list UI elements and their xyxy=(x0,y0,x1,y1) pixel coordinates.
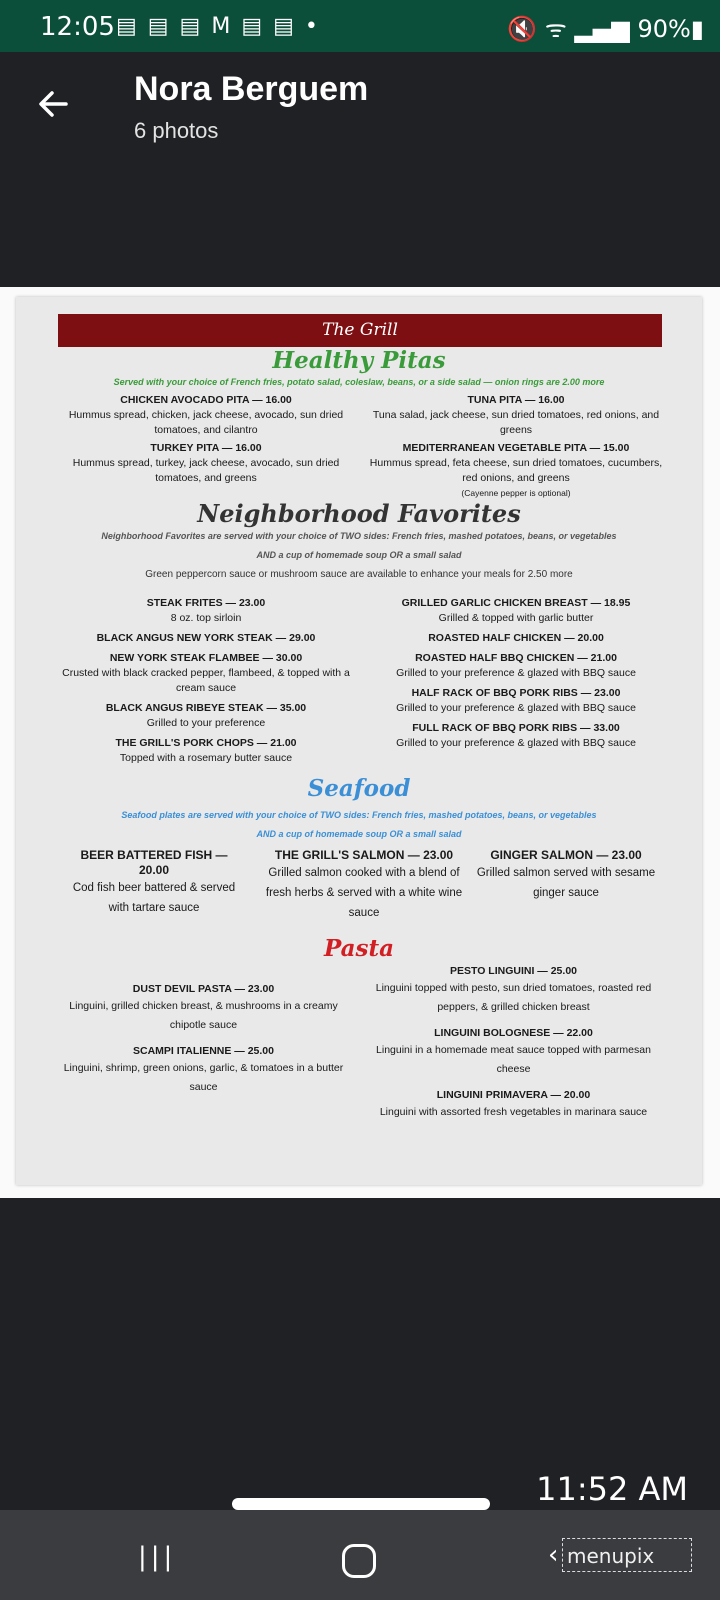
status-time: 12:05 xyxy=(40,12,115,42)
menu-item: TURKEY PITA — 16.00 Hummus spread, turkey, jack cheese, avocado, sun dried tomatoes, and greens xyxy=(72,442,340,484)
app-bar xyxy=(0,52,720,158)
photo-timestamp: 11:52 AM xyxy=(536,1470,688,1508)
status-bar xyxy=(0,0,720,52)
menu-item: ROASTED HALF CHICKEN — 20.00 xyxy=(428,632,604,644)
arrow-left-icon[interactable] xyxy=(32,82,76,126)
menu-item: GRILLED GARLIC CHICKEN BREAST — 18.95 Grilled & topped with garlic butter xyxy=(401,597,631,624)
menu-item: NEW YORK STEAK FLAMBEE — 30.00 Crusted with black cracked pepper, flambeed, & topped with a cream sauce xyxy=(62,652,350,694)
favorites-sauce-note: Green peppercorn sauce or mushroom sauce are available to enhance your meals for 2.50 more xyxy=(145,569,573,580)
menu-banner: The Grill xyxy=(58,314,662,347)
menu-item: BLACK ANGUS NEW YORK STEAK — 29.00 xyxy=(96,632,316,644)
menu-item: THE GRILL'S SALMON — 23.00 Grilled salmon cooked with a blend of fresh herbs & served with a white wine sauce xyxy=(265,848,463,919)
favorites-note: Neighborhood Favorites are served with your choice of TWO sides: French fries, mashed potatoes, beans, or vegetables xyxy=(101,531,617,541)
pasta-heading: Pasta xyxy=(323,935,395,962)
back-chevron-icon[interactable]: ‹ xyxy=(548,1540,559,1570)
menu-item: FULL RACK OF BBQ PORK RIBS — 33.00 Grilled to your preference & glazed with BBQ sauce xyxy=(396,722,636,749)
scrubber-bar[interactable] xyxy=(232,1498,490,1510)
watermark: menupix xyxy=(562,1538,692,1572)
menu-item: BEER BATTERED FISH — 20.00 Cod fish beer battered & served with tartare sauce xyxy=(72,848,236,914)
seafood-heading: Seafood xyxy=(307,775,411,802)
photo-count: 6 photos xyxy=(134,118,219,143)
menu-item: GINGER SALMON — 23.00 Grilled salmon served with sesame ginger sauce xyxy=(476,848,656,899)
favorites-heading: Neighborhood Favorites xyxy=(197,499,521,528)
menu-item: TUNA PITA — 16.00 Tuna salad, jack cheese, sun dried tomatoes, red onions, and greens xyxy=(372,394,660,436)
menu-item: ROASTED HALF BBQ CHICKEN — 21.00 Grilled to your preference & glazed with BBQ sauce xyxy=(396,652,636,679)
home-icon[interactable] xyxy=(342,1544,376,1578)
menu-item: BLACK ANGUS RIBEYE STEAK — 35.00 Grilled to your preference xyxy=(105,702,307,729)
menu-item: DUST DEVIL PASTA — 23.00 Linguini, grilled chicken breast, & mushrooms in a creamy chipotle sauce xyxy=(69,983,338,1031)
menu-item: MEDITERRANEAN VEGETABLE PITA — 15.00 Hummus spread, feta cheese, sun dried tomatoes, cucumbers, red onions, and greens (Cayenne pepper is optional) xyxy=(369,442,663,498)
menu-item: STEAK FRITES — 23.00 8 oz. top sirloin xyxy=(146,597,266,624)
pitas-note: Served with your choice of French fries, potato salad, coleslaw, beans, or a side salad — onion rings are 2.00 more xyxy=(113,377,605,387)
menu-item: HALF RACK OF BBQ PORK RIBS — 23.00 Grilled to your preference & glazed with BBQ sauce xyxy=(396,687,636,714)
status-right-icons: 🔇 ᯤ ▂▄▆ 90%▮ xyxy=(507,15,704,43)
album-title: Nora Berguem xyxy=(134,70,369,108)
menu-item: THE GRILL'S PORK CHOPS — 21.00 Topped with a rosemary butter sauce xyxy=(115,737,297,764)
menu-page xyxy=(16,297,702,1185)
seafood-note: Seafood plates are served with your choice of TWO sides: French fries, mashed potatoes, beans, or vegetables xyxy=(121,810,597,820)
favorites-note-2: AND a cup of homemade soup OR a small salad xyxy=(256,550,462,560)
pitas-heading: Healthy Pitas xyxy=(272,347,446,374)
menu-item: LINGUINI PRIMAVERA — 20.00 Linguini with assorted fresh vegetables in marinara sauce xyxy=(379,1089,648,1118)
notification-icons: ▤ ▤ ▤ M ▤ ▤ • xyxy=(116,14,320,39)
recent-apps-icon[interactable]: ||| xyxy=(138,1542,177,1572)
menu-item: PESTO LINGUINI — 25.00 Linguini topped with pesto, sun dried tomatoes, roasted red peppers, & grilled chicken breast xyxy=(375,965,652,1013)
menu-item: SCAMPI ITALIENNE — 25.00 Linguini, shrimp, green onions, garlic, & tomatoes in a butter sauce xyxy=(63,1045,344,1093)
menu-item: CHICKEN AVOCADO PITA — 16.00 Hummus spread, chicken, jack cheese, avocado, sun dried tomatoes, and cilantro xyxy=(68,394,344,436)
menu-item: LINGUINI BOLOGNESE — 22.00 Linguini in a homemade meat sauce topped with parmesan cheese xyxy=(376,1027,651,1075)
seafood-note-2: AND a cup of homemade soup OR a small salad xyxy=(256,829,462,839)
